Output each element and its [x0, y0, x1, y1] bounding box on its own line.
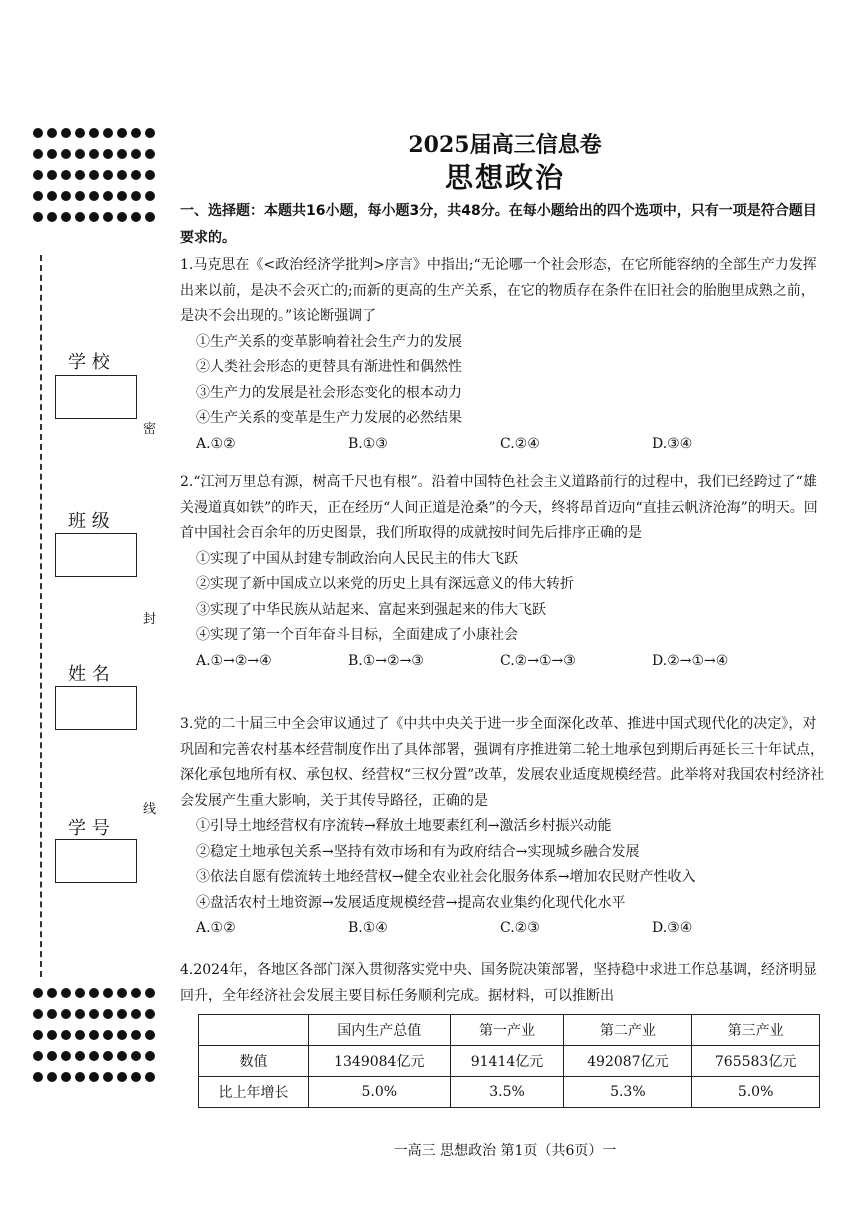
- table-row: [199, 1077, 820, 1108]
- option-c[interactable]: C.②→①→③: [500, 652, 576, 669]
- statement: ①实现了中国从封建专制政治向人民民主的伟大飞跃: [196, 550, 518, 567]
- section-heading: 一、选择题：本题共16小题，每小题3分，共48分。在每小题给出的四个选项中，只有一项是符合题目要求的。: [180, 203, 817, 246]
- option-b[interactable]: B.①③: [348, 435, 388, 452]
- exam-subject: 思想政治: [444, 161, 565, 194]
- answer-options: [180, 432, 825, 458]
- question-2: [180, 470, 825, 674]
- statement: ①生产关系的变革影响着社会生产力的发展: [196, 333, 462, 350]
- table-header-cell: 第二产业: [564, 1015, 692, 1046]
- option-d[interactable]: D.③④: [652, 920, 693, 936]
- statement: ③实现了中华民族从站起来、富起来到强起来的伟大飞跃: [196, 601, 546, 618]
- option-a[interactable]: A.①→②→④: [196, 652, 272, 669]
- table-header-cell: 第一产业: [450, 1015, 564, 1046]
- question-stem: 4.2024年，各地区各部门深入贯彻落实党中央、国务院决策部署，坚持稳中求进工作总基调，经济明显回升，全年经济社会发展主要目标任务顺利完成。据材料，可以推断出: [180, 962, 817, 1004]
- option-c[interactable]: C.②③: [500, 920, 540, 936]
- statement: ②实现了新中国成立以来党的历史上具有深远意义的伟大转折: [196, 576, 574, 592]
- class-input[interactable]: [55, 533, 137, 577]
- statement: ②稳定土地承包关系→坚持有效市场和有为政府结合→实现城乡融合发展: [196, 843, 640, 860]
- table-header-cell: [199, 1015, 309, 1046]
- statement: ②人类社会形态的更替具有渐进性和偶然性: [196, 359, 462, 375]
- table-cell: 5.0%: [309, 1077, 451, 1108]
- statement: ③生产力的发展是社会形态变化的根本动力: [196, 384, 462, 401]
- statement: ①引导土地经营权有序流转→释放土地要素红利→激活乡村振兴动能: [196, 818, 612, 834]
- statement: ③依法自愿有偿流转土地经营权→健全农业社会化服务体系→增加农民财产性收入: [196, 869, 696, 885]
- table-cell: 492087亿元: [564, 1046, 692, 1077]
- question-stem: 1.马克思在《<政治经济学批判>序言》中指出;“无论哪一个社会形态，在它所能容纳的全部生产力发挥出来以前，是决不会灭亡的;而新的更高的生产关系，在它的物质存在条件在旧社会的胎胞里成熟之前，是决不会出现的。”该论断强调了: [180, 257, 817, 324]
- option-a[interactable]: A.①②: [196, 920, 236, 936]
- seal-mark-feng: 封: [143, 612, 157, 627]
- name-input[interactable]: [55, 686, 137, 730]
- statement: ④盘活农村土地资源→发展适度规模经营→提高农业集约化现代化水平: [196, 894, 626, 911]
- student-id-label: 学 号: [68, 818, 110, 839]
- option-c[interactable]: C.②④: [500, 435, 540, 452]
- table-cell: 1349084亿元: [309, 1046, 451, 1077]
- table-cell: 比上年增长: [199, 1077, 309, 1108]
- table-cell: 91414亿元: [450, 1046, 564, 1077]
- table-cell: 5.0%: [692, 1077, 820, 1108]
- table-cell: 数值: [199, 1046, 309, 1077]
- decorative-dots-bottom: [33, 988, 163, 1093]
- name-label: 姓 名: [68, 664, 110, 685]
- class-label: 班 级: [68, 511, 110, 532]
- seal-mark-mi: 密: [143, 422, 157, 437]
- table-header-row: [199, 1015, 820, 1046]
- answer-options: [180, 916, 825, 942]
- question-3: [180, 712, 825, 942]
- seal-mark-xian: 线: [143, 802, 157, 817]
- question-1: [180, 253, 825, 457]
- student-id-input[interactable]: [55, 839, 137, 883]
- statement: ④实现了第一个百年奋斗目标，全面建成了小康社会: [196, 627, 518, 643]
- question-stem: 3.党的二十届三中全会审议通过了《中共中央关于进一步全面深化改革、推进中国式现代化的决定》，对巩固和完善农村基本经营制度作出了具体部署，强调有序推进第二轮土地承包到期后再延长三十年试点，深化承包地所有权、承包权、经营权“三权分置”改革，发展农业适度规模经营。此举将对我国农村经济社会发展产生重大影响，关于其传导路径，正确的是: [180, 716, 825, 809]
- option-b[interactable]: B.①→②→③: [348, 652, 424, 669]
- gdp-table: [198, 1014, 820, 1108]
- table-header-cell: 国内生产总值: [309, 1015, 451, 1046]
- question-stem: 2.“江河万里总有源，树高千尺也有根”。沿着中国特色社会主义道路前行的过程中，我们已经跨过了“雄关漫道真如铁”的昨天，正在经历“人间正道是沧桑”的今天，终将昂首迈向“直挂云帆济沧海”的明天。回首中国社会百余年的历史图景，我们所取得的成就按时间先后排序正确的是: [180, 474, 818, 541]
- school-input[interactable]: [55, 375, 137, 419]
- option-b[interactable]: B.①④: [348, 920, 388, 936]
- decorative-dots-top: [33, 128, 163, 233]
- page-footer: 一高三 思想政治 第1页（共6页）一: [393, 1143, 617, 1159]
- table-header-cell: 第三产业: [692, 1015, 820, 1046]
- exam-title: 2025届高三信息卷: [408, 132, 602, 158]
- table-row: [199, 1046, 820, 1077]
- school-label: 学 校: [68, 352, 110, 373]
- cut-line: [40, 255, 42, 977]
- table-cell: 765583亿元: [692, 1046, 820, 1077]
- option-d[interactable]: D.②→①→④: [652, 652, 729, 669]
- binding-sidebar: [0, 0, 175, 1216]
- table-cell: 5.3%: [564, 1077, 692, 1108]
- option-a[interactable]: A.①②: [196, 435, 236, 452]
- option-d[interactable]: D.③④: [652, 435, 693, 452]
- answer-options: [180, 649, 825, 675]
- table-cell: 3.5%: [450, 1077, 564, 1108]
- statement: ④生产关系的变革是生产力发展的必然结果: [196, 410, 462, 426]
- question-4: [180, 958, 825, 1009]
